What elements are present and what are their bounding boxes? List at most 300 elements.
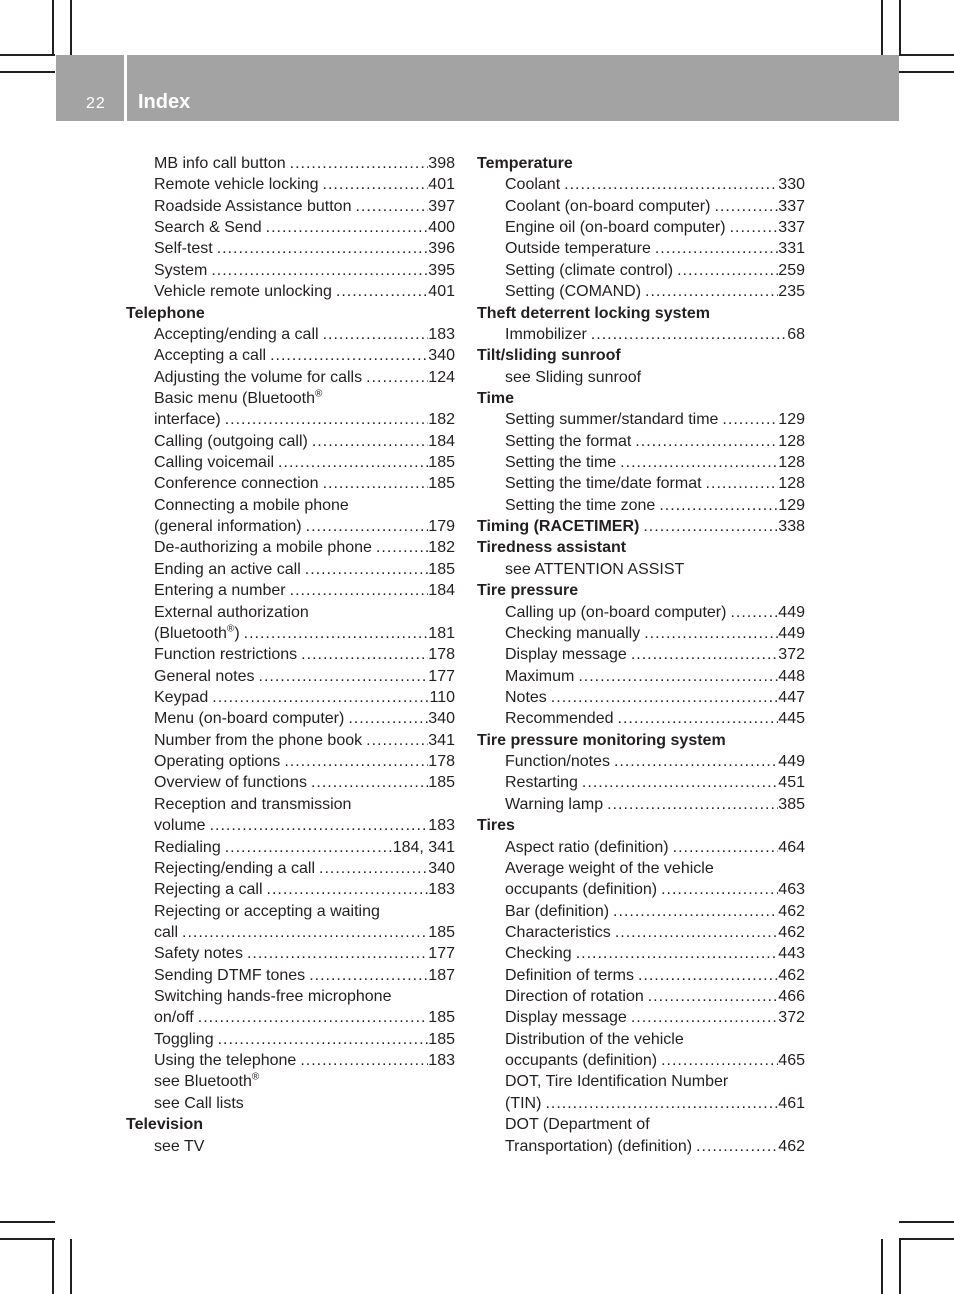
index-entry bbox=[126, 452, 455, 473]
page-reference: 465 bbox=[778, 1052, 805, 1070]
page-reference: 183 bbox=[428, 1052, 455, 1070]
index-entry bbox=[126, 901, 455, 922]
entry-text: occupants (definition) bbox=[505, 1052, 658, 1070]
entry-text: Display message bbox=[505, 646, 627, 664]
entry-text: Using the telephone bbox=[154, 1052, 297, 1070]
leader-dots bbox=[301, 559, 429, 580]
index-entry bbox=[126, 1136, 455, 1157]
page-reference: 451 bbox=[778, 774, 805, 792]
leader-dots bbox=[655, 495, 778, 516]
entry-text: Operating options bbox=[154, 753, 281, 771]
index-entry bbox=[477, 965, 805, 986]
page-reference: 337 bbox=[778, 219, 805, 237]
index-entry bbox=[126, 281, 455, 302]
entry-text: Number from the phone book bbox=[154, 731, 363, 749]
page-reference: 183 bbox=[428, 325, 455, 343]
index-entry bbox=[477, 431, 805, 452]
entry-text: on/off bbox=[154, 1009, 194, 1027]
page-reference: 330 bbox=[778, 176, 805, 194]
leader-dots bbox=[614, 708, 779, 729]
entry-text: Keypad bbox=[154, 688, 209, 706]
entry-text: Average weight of the vehicle bbox=[505, 859, 714, 877]
entry-text: Function/notes bbox=[505, 753, 610, 771]
index-entry bbox=[477, 986, 805, 1007]
index-entry bbox=[126, 559, 455, 580]
leader-dots bbox=[574, 666, 778, 687]
index-entry bbox=[126, 367, 455, 388]
page-reference: 449 bbox=[778, 624, 805, 642]
entry-text: Accepting/ending a call bbox=[154, 325, 319, 343]
crop-mark bbox=[52, 1239, 54, 1294]
page-reference: 449 bbox=[778, 603, 805, 621]
entry-text: Aspect ratio (definition) bbox=[505, 838, 669, 856]
page-reference: 184 bbox=[428, 582, 455, 600]
crop-mark bbox=[70, 0, 72, 55]
registered-mark: ® bbox=[251, 1072, 260, 1084]
leader-dots bbox=[610, 751, 778, 772]
leader-dots bbox=[351, 196, 428, 217]
page-header bbox=[56, 55, 899, 121]
crop-mark bbox=[899, 1221, 954, 1223]
index-entry bbox=[477, 901, 805, 922]
page-reference: 449 bbox=[778, 753, 805, 771]
entry-text: see Call lists bbox=[154, 1094, 244, 1112]
leader-dots bbox=[302, 516, 429, 537]
leader-dots bbox=[221, 409, 429, 430]
index-entry bbox=[126, 1029, 455, 1050]
index-entry bbox=[477, 473, 805, 494]
leader-dots bbox=[372, 537, 428, 558]
entry-text: Conference connection bbox=[154, 475, 319, 493]
page-reference: 462 bbox=[778, 1137, 805, 1155]
index-entry bbox=[126, 324, 455, 345]
index-entry bbox=[477, 772, 805, 793]
entry-text: Switching hands-free microphone bbox=[154, 988, 392, 1006]
entry-text: Setting the format bbox=[505, 432, 632, 450]
page-reference: 110 bbox=[429, 688, 455, 706]
entry-text: Self-test bbox=[154, 240, 213, 258]
page-reference: 466 bbox=[778, 988, 805, 1006]
leader-dots bbox=[213, 238, 429, 259]
index-entry bbox=[126, 837, 455, 858]
entry-text: Roadside Assistance button bbox=[154, 197, 352, 215]
page-reference: 177 bbox=[428, 667, 455, 685]
index-entry bbox=[126, 666, 455, 687]
entry-text: Tilt/sliding sunroof bbox=[477, 347, 621, 365]
leader-dots bbox=[362, 730, 428, 751]
entry-text: Setting the time bbox=[505, 454, 617, 472]
entry-text: Rejecting a call bbox=[154, 881, 263, 899]
page-reference: 340 bbox=[428, 347, 455, 365]
index-entry bbox=[126, 602, 455, 623]
leader-dots bbox=[362, 367, 428, 388]
index-entry bbox=[477, 174, 805, 195]
leader-dots bbox=[631, 431, 778, 452]
index-entry bbox=[126, 196, 455, 217]
entry-text: Tire pressure monitoring system bbox=[477, 731, 726, 749]
page-reference: 128 bbox=[778, 432, 805, 450]
leader-dots bbox=[634, 965, 778, 986]
entry-text: Definition of terms bbox=[505, 966, 634, 984]
entry-text: System bbox=[154, 261, 208, 279]
entry-text: (TIN) bbox=[505, 1094, 542, 1112]
index-heading bbox=[477, 345, 805, 366]
leader-dots bbox=[280, 751, 428, 772]
entry-text: Engine oil (on-board computer) bbox=[505, 219, 726, 237]
index-entry bbox=[477, 1050, 805, 1071]
entry-text: Setting summer/standard time bbox=[505, 411, 719, 429]
index-entry bbox=[477, 196, 805, 217]
index-column-right bbox=[477, 153, 805, 1157]
entry-text: Ending an active call bbox=[154, 560, 301, 578]
leader-dots bbox=[240, 623, 429, 644]
crop-mark bbox=[52, 0, 54, 55]
page-reference: 129 bbox=[778, 496, 805, 514]
page-reference: 340 bbox=[428, 859, 455, 877]
page-reference: 338 bbox=[778, 518, 805, 536]
page-reference: 462 bbox=[778, 902, 805, 920]
index-entry bbox=[126, 1093, 455, 1114]
leader-dots bbox=[208, 687, 429, 708]
leader-dots bbox=[611, 922, 778, 943]
index-entry bbox=[477, 708, 805, 729]
index-heading bbox=[477, 388, 805, 409]
leader-dots bbox=[319, 174, 429, 195]
index-entry bbox=[126, 1050, 455, 1071]
page-reference: 182 bbox=[428, 539, 455, 557]
leader-dots bbox=[319, 324, 429, 345]
index-heading bbox=[477, 303, 805, 324]
crop-mark bbox=[0, 54, 55, 56]
index-entry bbox=[126, 217, 455, 238]
page-title: Index bbox=[138, 91, 191, 113]
page-reference: 398 bbox=[428, 155, 455, 172]
leader-dots bbox=[207, 260, 428, 281]
page-reference: 128 bbox=[778, 454, 805, 472]
index-entry bbox=[126, 1071, 455, 1092]
index-entry bbox=[126, 943, 455, 964]
page-reference: 340 bbox=[428, 710, 455, 728]
page-reference: 401 bbox=[428, 176, 455, 194]
index-heading bbox=[477, 537, 805, 558]
page-reference: 341 bbox=[428, 731, 455, 749]
page-reference: 129 bbox=[778, 411, 805, 429]
index-heading bbox=[477, 580, 805, 601]
entry-text: DOT, Tire Identification Number bbox=[505, 1073, 729, 1091]
entry-text: Television bbox=[126, 1116, 204, 1134]
entry-text: Rejecting/ending a call bbox=[154, 859, 315, 877]
leader-dots bbox=[255, 666, 429, 687]
entry-text: Calling voicemail bbox=[154, 454, 275, 472]
entry-text: Characteristics bbox=[505, 923, 611, 941]
index-entry bbox=[126, 730, 455, 751]
index-entry bbox=[126, 858, 455, 879]
index-heading bbox=[477, 730, 805, 751]
index-entry bbox=[126, 708, 455, 729]
header-divider bbox=[124, 55, 127, 121]
index-heading bbox=[477, 153, 805, 174]
entry-text: Transportation) (definition) bbox=[505, 1137, 693, 1155]
crop-mark bbox=[70, 1239, 72, 1294]
page-reference: 372 bbox=[778, 1009, 805, 1027]
entry-text: see Sliding sunroof bbox=[505, 368, 642, 386]
index-entry bbox=[126, 580, 455, 601]
entry-text: Setting the time zone bbox=[505, 496, 656, 514]
page-reference: 185 bbox=[428, 560, 455, 578]
page-reference: 183 bbox=[428, 881, 455, 899]
index-entry bbox=[126, 751, 455, 772]
page-reference: 448 bbox=[778, 667, 805, 685]
registered-mark: ® bbox=[314, 388, 323, 400]
index-entry bbox=[477, 1071, 805, 1092]
crop-mark bbox=[0, 1221, 55, 1223]
entry-text: Sending DTMF tones bbox=[154, 966, 306, 984]
entry-text: De-authorizing a mobile phone bbox=[154, 539, 372, 557]
index-entry bbox=[477, 281, 805, 302]
entry-text: Checking bbox=[505, 945, 572, 963]
leader-dots bbox=[669, 837, 779, 858]
leader-dots bbox=[221, 837, 393, 858]
page-reference: 462 bbox=[778, 923, 805, 941]
entry-text: Setting (climate control) bbox=[505, 261, 674, 279]
registered-mark: ® bbox=[226, 623, 235, 635]
entry-text: volume bbox=[154, 817, 206, 835]
index-entry bbox=[477, 238, 805, 259]
entry-text: (general information) bbox=[154, 518, 302, 536]
page-reference: 396 bbox=[428, 240, 455, 258]
index-entry bbox=[477, 217, 805, 238]
page-reference: 461 bbox=[778, 1094, 805, 1112]
index-entry bbox=[477, 1136, 805, 1157]
leader-dots bbox=[651, 238, 778, 259]
entry-text: Maximum bbox=[505, 667, 575, 685]
index-entry bbox=[126, 1007, 455, 1028]
page-reference: 179 bbox=[428, 518, 455, 536]
entry-text: Temperature bbox=[477, 155, 573, 172]
entry-text: Basic menu (Bluetooth® bbox=[154, 388, 323, 407]
entry-text: Tiredness assistant bbox=[477, 539, 627, 557]
leader-dots bbox=[263, 879, 429, 900]
page-reference: 187 bbox=[428, 966, 455, 984]
leader-dots bbox=[286, 580, 429, 601]
page-reference: 184, 341 bbox=[392, 838, 455, 856]
page-reference: 259 bbox=[778, 261, 805, 279]
leader-dots bbox=[560, 174, 778, 195]
entry-text: Remote vehicle locking bbox=[154, 176, 319, 194]
entry-text: External authorization bbox=[154, 603, 309, 621]
page-reference: 372 bbox=[778, 646, 805, 664]
entry-text: Calling up (on-board computer) bbox=[505, 603, 727, 621]
leader-dots bbox=[262, 217, 429, 238]
index-entry bbox=[126, 516, 455, 537]
page-reference: 400 bbox=[428, 219, 455, 237]
leader-dots bbox=[297, 644, 428, 665]
entry-text: Setting the time/date format bbox=[505, 475, 702, 493]
index-column-left bbox=[126, 153, 455, 1157]
page-number: 22 bbox=[86, 95, 106, 112]
index-entry bbox=[477, 879, 805, 900]
leader-dots bbox=[641, 281, 778, 302]
index-heading bbox=[477, 815, 805, 836]
crop-mark bbox=[0, 1238, 55, 1240]
index-entry bbox=[477, 1029, 805, 1050]
entry-text: Direction of rotation bbox=[505, 988, 644, 1006]
entry-text: Recommended bbox=[505, 710, 614, 728]
entry-text: Notes bbox=[505, 688, 547, 706]
index-entry bbox=[126, 986, 455, 1007]
leader-dots bbox=[627, 644, 778, 665]
index-entry bbox=[477, 794, 805, 815]
leader-dots bbox=[547, 687, 779, 708]
entry-text: Coolant bbox=[505, 176, 561, 194]
leader-dots bbox=[587, 324, 787, 345]
entry-text: General notes bbox=[154, 667, 255, 685]
page-reference: 182 bbox=[428, 411, 455, 429]
crop-mark bbox=[881, 1239, 883, 1294]
index-entry bbox=[126, 431, 455, 452]
page-reference: 184 bbox=[428, 432, 455, 450]
leader-dots bbox=[243, 943, 428, 964]
crop-mark bbox=[0, 71, 55, 73]
page-reference: 185 bbox=[428, 475, 455, 493]
page-reference: 397 bbox=[428, 197, 455, 215]
entry-text: Overview of functions bbox=[154, 774, 307, 792]
index-entry bbox=[126, 260, 455, 281]
index-entry bbox=[126, 473, 455, 494]
index-entry bbox=[477, 602, 805, 623]
entry-text: Redialing bbox=[154, 838, 221, 856]
index-entry bbox=[126, 388, 455, 409]
leader-dots bbox=[657, 1050, 778, 1071]
index-entry bbox=[126, 537, 455, 558]
index-entry bbox=[126, 687, 455, 708]
entry-text: Safety notes bbox=[154, 945, 243, 963]
leader-dots bbox=[206, 815, 429, 836]
leader-dots bbox=[702, 473, 779, 494]
index-entry bbox=[477, 452, 805, 473]
entry-text: Connecting a mobile phone bbox=[154, 496, 349, 514]
entry-text: see ATTENTION ASSIST bbox=[505, 560, 685, 578]
index-entry bbox=[477, 1007, 805, 1028]
leader-dots bbox=[572, 943, 779, 964]
page-reference: 185 bbox=[428, 774, 455, 792]
entry-text: Display message bbox=[505, 1009, 627, 1027]
leader-dots bbox=[639, 516, 778, 537]
leader-dots bbox=[266, 345, 428, 366]
page-reference: 178 bbox=[428, 753, 455, 771]
page-reference: 68 bbox=[787, 325, 805, 343]
leader-dots bbox=[274, 452, 428, 473]
entry-text: occupants (definition) bbox=[505, 881, 658, 899]
entry-text: Bar (definition) bbox=[505, 902, 610, 920]
entry-text: Restarting bbox=[505, 774, 578, 792]
leader-dots bbox=[308, 431, 428, 452]
entry-text: Telephone bbox=[126, 304, 205, 322]
entry-text: Search & Send bbox=[154, 219, 262, 237]
page-reference: 178 bbox=[428, 646, 455, 664]
entry-text: Reception and transmission bbox=[154, 795, 352, 813]
entry-text: Timing (RACETIMER) bbox=[477, 518, 640, 536]
leader-dots bbox=[657, 879, 778, 900]
index-entry bbox=[477, 666, 805, 687]
leader-dots bbox=[541, 1093, 778, 1114]
index-entry bbox=[477, 559, 805, 580]
entry-text: Function restrictions bbox=[154, 646, 298, 664]
page-reference: 183 bbox=[428, 817, 455, 835]
index-entry bbox=[126, 495, 455, 516]
index-entry bbox=[477, 943, 805, 964]
index-entry bbox=[477, 922, 805, 943]
page-reference: 337 bbox=[778, 197, 805, 215]
leader-dots bbox=[194, 1007, 429, 1028]
leader-dots bbox=[305, 965, 428, 986]
leader-dots bbox=[344, 708, 428, 729]
index-entry bbox=[477, 409, 805, 430]
leader-dots bbox=[627, 1007, 778, 1028]
index-entry bbox=[477, 1114, 805, 1135]
leader-dots bbox=[286, 153, 429, 174]
leader-dots bbox=[603, 794, 778, 815]
index-entry bbox=[126, 409, 455, 430]
index-heading bbox=[126, 303, 455, 324]
leader-dots bbox=[692, 1136, 778, 1157]
page-reference: 185 bbox=[428, 923, 455, 941]
index-entry bbox=[477, 858, 805, 879]
entry-text: Rejecting or accepting a waiting bbox=[154, 902, 380, 920]
index-entry bbox=[477, 623, 805, 644]
page-reference: 463 bbox=[778, 881, 805, 899]
entry-text: see Bluetooth® bbox=[154, 1072, 260, 1091]
page-reference: 185 bbox=[428, 454, 455, 472]
index-entry bbox=[477, 495, 805, 516]
leader-dots bbox=[726, 217, 779, 238]
entry-text: Checking manually bbox=[505, 624, 641, 642]
page-reference: 385 bbox=[778, 795, 805, 813]
page-reference: 445 bbox=[778, 710, 805, 728]
entry-text: MB info call button bbox=[154, 155, 286, 172]
page-reference: 395 bbox=[428, 261, 455, 279]
index-entry bbox=[477, 260, 805, 281]
crop-mark bbox=[881, 0, 883, 55]
page-reference: 235 bbox=[778, 283, 805, 301]
leader-dots bbox=[644, 986, 779, 1007]
entry-text: Entering a number bbox=[154, 582, 286, 600]
index-entry bbox=[126, 794, 455, 815]
page-reference: 185 bbox=[428, 1030, 455, 1048]
entry-text: Toggling bbox=[154, 1030, 214, 1048]
leader-dots bbox=[726, 602, 778, 623]
leader-dots bbox=[710, 196, 778, 217]
entry-text: DOT (Department of bbox=[505, 1116, 650, 1134]
leader-dots bbox=[319, 473, 429, 494]
page-reference: 177 bbox=[428, 945, 455, 963]
crop-mark bbox=[899, 71, 954, 73]
index-entry bbox=[126, 623, 455, 644]
leader-dots bbox=[178, 922, 428, 943]
leader-dots bbox=[640, 623, 778, 644]
leader-dots bbox=[673, 260, 778, 281]
index-entry bbox=[477, 367, 805, 388]
index-entry bbox=[477, 837, 805, 858]
crop-mark bbox=[899, 1239, 901, 1294]
entry-text: Menu (on-board computer) bbox=[154, 710, 345, 728]
page-reference: 128 bbox=[778, 475, 805, 493]
index-entry bbox=[126, 238, 455, 259]
entry-text: Tire pressure bbox=[477, 582, 579, 600]
index-entry bbox=[477, 687, 805, 708]
page-reference: 464 bbox=[778, 838, 805, 856]
index-entry bbox=[126, 965, 455, 986]
